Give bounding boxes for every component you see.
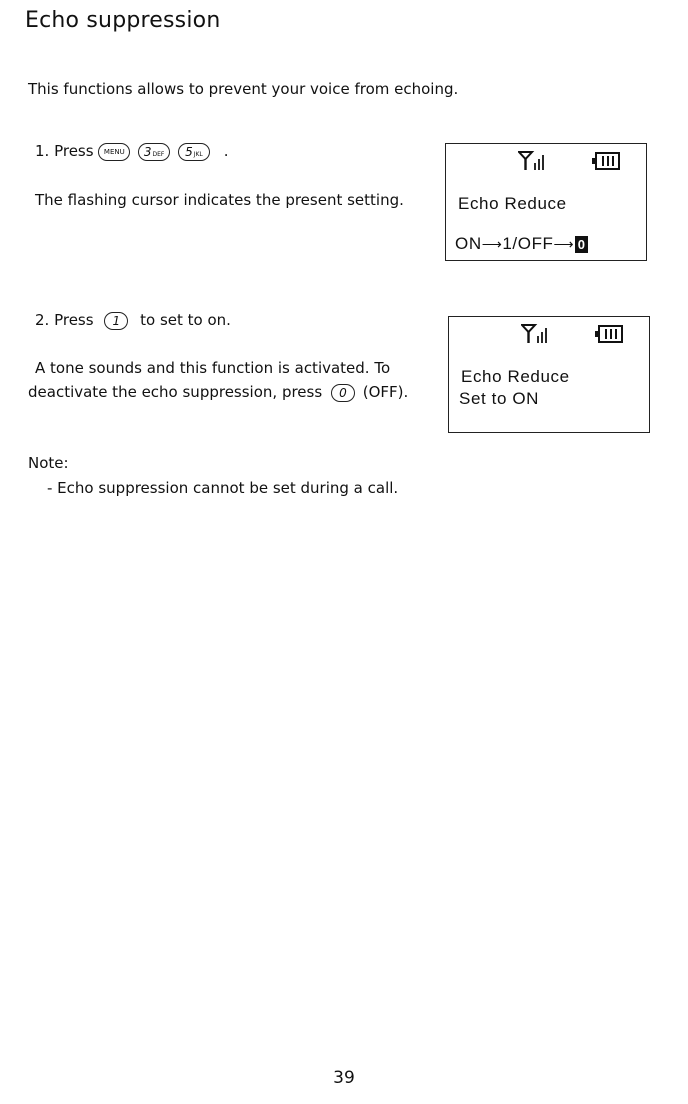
- lcd-2-line-2: Set to ON: [459, 389, 540, 408]
- key-0-icon: 0: [331, 384, 355, 402]
- cursor-box: 0: [575, 236, 588, 253]
- lcd-1-line-1: Echo Reduce: [458, 194, 567, 213]
- page-title: Echo suppression: [25, 8, 221, 33]
- step-1-prefix: 1. Press: [35, 142, 94, 160]
- signal-strength-icon: [518, 150, 548, 172]
- lcd-1-middle-label: 1/OFF: [502, 234, 554, 253]
- signal-strength-icon: [521, 323, 551, 345]
- intro-text: This functions allows to prevent your voice from echoing.: [28, 80, 459, 98]
- menu-key-icon: MENU: [98, 143, 130, 161]
- battery-icon: [595, 325, 623, 343]
- arrow-right-icon: ⟶: [481, 236, 503, 253]
- step-2-description-line-2: [28, 380, 408, 404]
- key-3-icon: 3DEF: [138, 143, 170, 161]
- lcd-1-on-label: ON: [455, 234, 482, 253]
- key-5-icon: 5JKL: [178, 143, 210, 161]
- step-1-instruction: [35, 142, 228, 161]
- page-number: 39: [333, 1068, 355, 1088]
- note-item: - Echo suppression cannot be set during a call.: [47, 479, 399, 497]
- lcd-screen-2: [448, 316, 650, 433]
- step-2-instruction: [35, 311, 231, 330]
- lcd-screen-1: [445, 143, 647, 261]
- note-label: Note:: [28, 454, 69, 472]
- step-2-description-line-1: A tone sounds and this function is activated. To: [35, 359, 391, 377]
- step-2-description-prefix: deactivate the echo suppression, press: [28, 383, 323, 401]
- step-2-prefix: 2. Press: [35, 311, 94, 329]
- step-2-suffix: to set to on.: [140, 311, 231, 329]
- lcd-1-line-2: [455, 234, 588, 254]
- arrow-right-icon: ⟶: [553, 236, 575, 253]
- step-2-description-suffix: (OFF).: [362, 383, 409, 401]
- lcd-2-line-1: Echo Reduce: [461, 367, 570, 386]
- battery-icon: [592, 152, 620, 170]
- step-1-description: The flashing cursor indicates the present setting.: [35, 191, 404, 209]
- key-1-icon: 1: [104, 312, 128, 330]
- step-1-suffix: .: [223, 142, 229, 160]
